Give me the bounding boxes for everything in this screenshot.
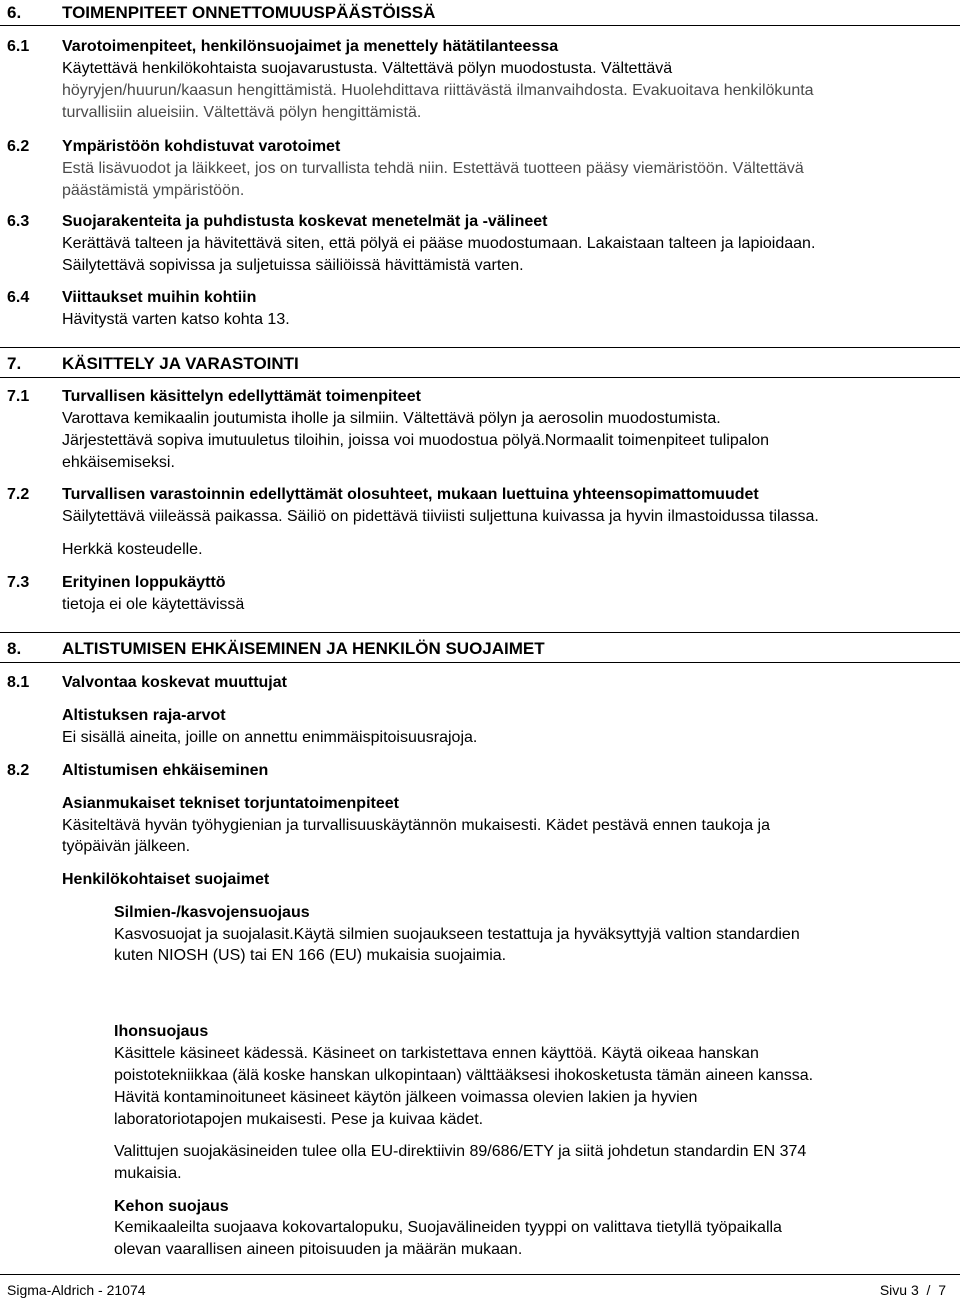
subsection-7-1-title: Turvallisen käsittelyn edellyttämät toimenpiteet [62, 388, 421, 405]
ppe-heading: Henkilökohtaiset suojaimet [62, 871, 270, 888]
subsection-8-1-number: 8.1 [7, 674, 30, 691]
body-protection-text-line: Kemikaaleilta suojaava kokovartalopuku, Suojavälineiden tyyppi on valittava tietyllä työpaikalla [114, 1219, 782, 1236]
section-7-number: 7. [7, 354, 22, 373]
subsection-7-3-number: 7.3 [7, 574, 30, 591]
section-7-top-rule [0, 347, 960, 348]
subsection-6-2-text-line: päästämistä ympäristöön. [62, 182, 245, 199]
section-8-rule [0, 662, 960, 663]
skin-protection-text-line: poistotekniikkaa (älä koske hanskan ulkopintaan) välttääksesi ihokosketusta tämän aineen kanssa. [114, 1067, 814, 1084]
engineering-controls-text-line: Käsiteltävä hyvän työhygienian ja turvallisuuskäytännön mukaisesti. Kädet pestävä ennen taukoja ja [62, 817, 770, 834]
skin-protection-text-line: Käsittele käsineet kädessä. Käsineet on tarkistettava ennen käyttöä. Käytä oikeaa hanskan [114, 1045, 759, 1062]
subsection-6-1-text-line: Käytettävä henkilökohtaista suojavarustusta. Vältettävä pölyn muodostusta. Vältettävä [62, 60, 673, 77]
subsection-8-1-title: Valvontaa koskevat muuttujat [62, 674, 287, 691]
subsection-7-1-number: 7.1 [7, 388, 30, 405]
subsection-6-1-text-line: turvallisiin alueisiin. Vältettävä pölyn hengittämistä. [62, 104, 422, 121]
skin-protection-text-line: laboratoriotapojen mukaisesti. Pese ja kuivaa kädet. [114, 1111, 484, 1128]
subsection-6-3-title: Suojarakenteita ja puhdistusta koskevat menetelmät ja -välineet [62, 213, 548, 230]
gloves-standard-text-line: Valittujen suojakäsineiden tulee olla EU-direktiivin 89/686/ETY ja siitä johdetun standardin EN 374 [114, 1143, 807, 1160]
subsection-7-1-text-line: Varottava kemikaalin joutumista iholle ja silmiin. Vältettävä pölyn ja aerosolin muodostumista. [62, 410, 721, 427]
section-8-title: ALTISTUMISEN EHKÄISEMINEN JA HENKILÖN SUOJAIMET [62, 639, 545, 658]
exposure-limits-text: Ei sisällä aineita, joille on annettu enimmäispitoisuusrajoja. [62, 729, 478, 746]
eye-protection-heading: Silmien-/kasvojensuojaus [114, 904, 310, 921]
engineering-controls-text-line: työpäivän jälkeen. [62, 838, 191, 855]
subsection-7-2-text-line: Herkkä kosteudelle. [62, 541, 203, 558]
skin-protection-heading: Ihonsuojaus [114, 1023, 209, 1040]
subsection-7-2-title: Turvallisen varastoinnin edellyttämät olosuhteet, mukaan luettuina yhteensopimattomuudet [62, 486, 759, 503]
subsection-7-2-text-line: Säilytettävä viileässä paikassa. Säiliö on pidettävä tiiviisti suljettuna kuivassa ja hyvin ilmastoidussa tilassa. [62, 508, 819, 525]
footer-page-number: Sivu 3 / 7 [879, 1282, 946, 1298]
subsection-6-3-text-line: Kerättävä talteen ja hävitettävä siten, että pölyä ei pääse muodostumaan. Lakaistaan talteen ja lapioidaan. [62, 235, 816, 252]
subsection-6-4-text-line: Hävitystä varten katso kohta 13. [62, 311, 290, 328]
subsection-7-1-text-line: Järjestettävä sopiva imutuuletus tiloihin, joissa voi muodostua pölyä.Normaalit toimenpiteet tulipalon [62, 432, 770, 449]
subsection-7-1-text-line: ehkäisemiseksi. [62, 454, 175, 471]
subsection-8-2-number: 8.2 [7, 762, 30, 779]
section-6-number: 6. [7, 3, 22, 22]
subsection-6-1-text-line: höyryjen/huurun/kaasun hengittämistä. Huolehdittava riittävästä ilmanvaihdosta. Evakuoitava henkilökunta [62, 82, 814, 99]
section-6-title: TOIMENPITEET ONNETTOMUUSPÄÄSTÖISSÄ [62, 3, 436, 22]
subsection-7-3-text-line: tietoja ei ole käytettävissä [62, 596, 245, 613]
footer-supplier: Sigma-Aldrich - 21074 [7, 1282, 146, 1298]
subsection-6-1-title: Varotoimenpiteet, henkilönsuojaimet ja menettely hätätilanteessa [62, 38, 559, 55]
subsection-6-4-number: 6.4 [7, 289, 30, 306]
subsection-6-3-text-line: Säilytettävä sopivissa ja suljetuissa säiliöissä hävittämistä varten. [62, 257, 524, 274]
subsection-6-1-number: 6.1 [7, 38, 30, 55]
eye-protection-text-line: Kasvosuojat ja suojalasit.Käytä silmien suojaukseen testattuja ja hyväksyttyjä valtion standardien [114, 926, 800, 943]
gloves-standard-text-line: mukaisia. [114, 1165, 182, 1182]
subsection-6-4-title: Viittaukset muihin kohtiin [62, 289, 257, 306]
eye-protection-text-line: kuten NIOSH (US) tai EN 166 (EU) mukaisia suojaimia. [114, 947, 507, 964]
subsection-6-2-text-line: Estä lisävuodot ja läikkeet, jos on turvallista tehdä niin. Estettävä tuotteen pääsy viemäristöön. Vältettävä [62, 160, 804, 177]
section-8-top-rule [0, 632, 960, 633]
section-7-rule [0, 377, 960, 378]
exposure-limits-heading: Altistuksen raja-arvot [62, 707, 226, 724]
subsection-6-2-title: Ympäristöön kohdistuvat varotoimet [62, 138, 341, 155]
engineering-controls-heading: Asianmukaiset tekniset torjuntatoimenpiteet [62, 795, 399, 812]
section-8-number: 8. [7, 639, 22, 658]
footer-rule [0, 1274, 960, 1275]
section-6-rule [0, 25, 960, 26]
body-protection-heading: Kehon suojaus [114, 1198, 229, 1215]
subsection-7-3-title: Erityinen loppukäyttö [62, 574, 226, 591]
subsection-7-2-number: 7.2 [7, 486, 30, 503]
subsection-6-3-number: 6.3 [7, 213, 30, 230]
subsection-6-2-number: 6.2 [7, 138, 30, 155]
subsection-8-2-title: Altistumisen ehkäiseminen [62, 762, 269, 779]
body-protection-text-line: olevan vaarallisen aineen pitoisuuden ja määrän mukaan. [114, 1241, 523, 1258]
skin-protection-text-line: Hävitä kontaminoituneet käsineet käytön jälkeen voimassa olevien lakien ja hyvien [114, 1089, 698, 1106]
section-7-title: KÄSITTELY JA VARASTOINTI [62, 354, 299, 373]
